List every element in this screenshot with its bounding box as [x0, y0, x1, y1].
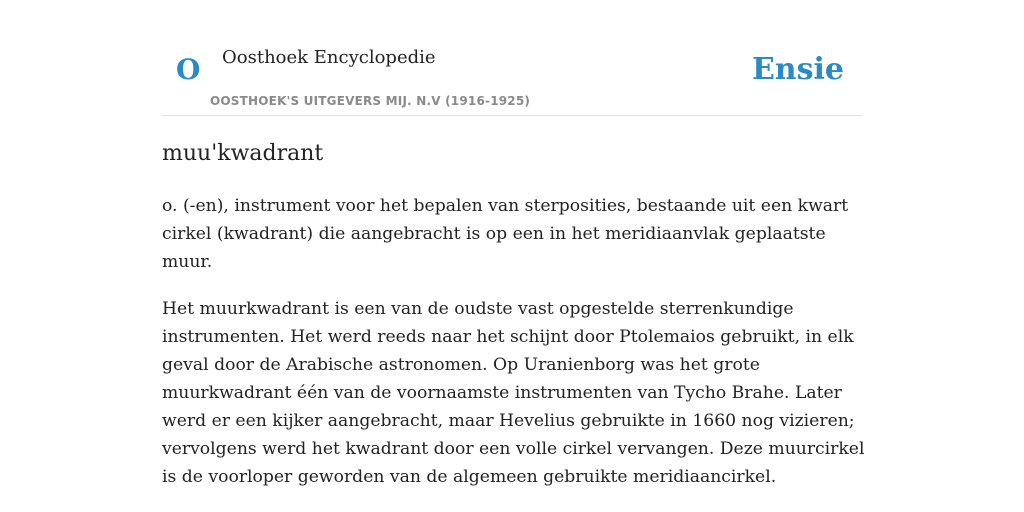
- source-title[interactable]: Oosthoek Encyclopedie: [222, 47, 436, 68]
- source-logo[interactable]: O: [176, 53, 201, 86]
- entry-content: [162, 192, 872, 510]
- source-subtitle: OOSTHOEK'S UITGEVERS MIJ. N.V (1916-1925): [210, 94, 531, 108]
- header: [162, 40, 862, 116]
- entry-paragraph: Het muurkwadrant is een van de oudste vast opgestelde sterrenkundige instrumenten. Het werd reeds naar het schijnt door Ptolemaios gebruikt, in elk geval door de Arabische astronomen. Op Uranienborg was het grote muurkwadrant één van de voornaamste instrumenten van Tycho Brahe. Later werd er een kijker aangebracht, maar Hevelius gebruikte in 1660 nog vizieren; vervolgens werd het kwadrant door een volle cirkel vervangen. Deze muurcirkel is de voorloper geworden van de algemeen gebruikte meridiaancirkel.: [162, 299, 865, 487]
- entry-paragraph: o. (-en), instrument voor het bepalen van sterposities, bestaande uit een kwart cirkel (kwadrant) die aangebracht is op een in het meridiaanvlak geplaatste muur.: [162, 196, 849, 272]
- ensie-logo[interactable]: Ensie: [751, 52, 844, 87]
- entry-title: muu'kwadrant: [162, 141, 324, 166]
